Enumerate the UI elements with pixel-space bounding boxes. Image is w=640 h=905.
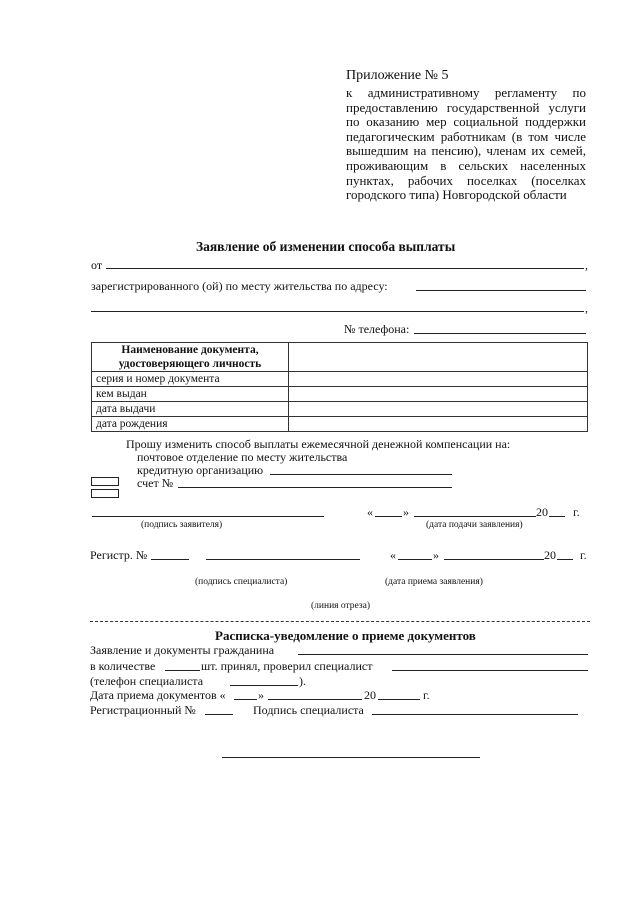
reg-number-label: Регистр. №	[90, 548, 148, 562]
specialist-signature-field[interactable]	[206, 559, 360, 560]
receive-month-field[interactable]	[444, 559, 544, 560]
applicant-signature-caption: (подпись заявителя)	[141, 520, 223, 530]
quantity-field[interactable]	[165, 670, 200, 671]
registered-label: зарегистрированного (ой) по месту жительства по адресу:	[91, 279, 388, 293]
cut-line-caption: (линия отреза)	[311, 601, 371, 611]
year-suffix-2: г.	[580, 548, 587, 562]
id-row-issue-date: дата выдачи	[92, 402, 289, 417]
receive-date-caption: (дата приема заявления)	[385, 577, 483, 587]
comma-2: ,	[585, 301, 588, 315]
account-label: счет №	[137, 476, 174, 490]
receive-day-field[interactable]	[398, 559, 432, 560]
address-field-2[interactable]	[91, 311, 584, 312]
appendix-title: Приложение № 5	[346, 68, 449, 83]
receipt-date-label: Дата приема документов «	[90, 688, 226, 702]
receipt-year-field[interactable]	[378, 699, 420, 700]
footer-line	[222, 757, 480, 758]
receipt-line-1: Заявление и документы гражданина	[90, 643, 275, 657]
id-series-cell[interactable]	[289, 372, 588, 387]
phone-field[interactable]	[414, 333, 586, 334]
receipt-qty-label: в количестве	[90, 659, 156, 673]
submit-year-field[interactable]	[549, 516, 565, 517]
submit-month-field[interactable]	[414, 516, 536, 517]
credit-org-field[interactable]	[270, 474, 452, 475]
phone-label: № телефона:	[344, 322, 410, 336]
quote-close-2: »	[433, 548, 439, 562]
receive-year-field[interactable]	[557, 559, 573, 560]
checkbox-post[interactable]	[91, 477, 119, 486]
receipt-phone-label: (телефон специалиста	[90, 674, 204, 688]
applicant-signature-field[interactable]	[92, 516, 324, 517]
id-row-birth-date: дата рождения	[92, 417, 289, 432]
option-credit-label: кредитную организацию	[137, 463, 264, 477]
address-field-1[interactable]	[416, 290, 586, 291]
year-prefix-2: 20	[544, 548, 556, 562]
citizen-name-field[interactable]	[298, 654, 588, 655]
quote-open-2: «	[390, 548, 396, 562]
id-document-table	[91, 342, 588, 432]
comma-1: ,	[585, 258, 588, 272]
year-prefix-1: 20	[536, 505, 548, 519]
quote-close-1: »	[403, 505, 409, 519]
request-text: Прошу изменить способ выплаты ежемесячной денежной компенсации на:	[126, 437, 511, 451]
id-issued-by-cell[interactable]	[289, 387, 588, 402]
receipt-signature-field[interactable]	[372, 714, 578, 715]
option-post-label: почтовое отделение по месту жительства	[137, 450, 348, 464]
cut-line	[90, 621, 590, 622]
id-table-header: Наименование документа, удостоверяющего личность	[92, 343, 289, 372]
form-title: Заявление об изменении способа выплаты	[196, 239, 456, 254]
submit-date-caption: (дата подачи заявления)	[426, 520, 523, 530]
quote-open-1: «	[367, 505, 373, 519]
from-label: от	[91, 258, 103, 272]
submit-day-field[interactable]	[375, 516, 402, 517]
receipt-day-field[interactable]	[234, 699, 257, 700]
id-doc-name-cell[interactable]	[289, 343, 588, 372]
id-row-issued-by: кем выдан	[92, 387, 289, 402]
receipt-reg-label: Регистрационный №	[90, 703, 196, 717]
receipt-phone-close: ).	[299, 674, 306, 688]
receipt-accepted-label: шт. принял, проверил специалист	[201, 659, 373, 673]
receipt-year-prefix: 20	[364, 688, 376, 702]
receipt-signature-label: Подпись специалиста	[253, 703, 364, 717]
from-field[interactable]	[106, 268, 584, 269]
specialist-signature-caption: (подпись специалиста)	[195, 577, 288, 587]
checkbox-credit[interactable]	[91, 489, 119, 498]
receipt-year-suffix: г.	[423, 688, 430, 702]
specialist-phone-field[interactable]	[230, 685, 298, 686]
appendix-text: к административному регламенту по предоставлению государственной услуги по оказанию мер социальной поддержки педагогическим работникам (в том числе вышедшим на пенсию), членам их семей, проживающим в сельских населенных пунктах, рабочих поселках (поселках городского типа) Новгородской области	[346, 85, 586, 203]
account-field[interactable]	[178, 487, 452, 488]
receipt-reg-field[interactable]	[205, 714, 233, 715]
reg-number-field[interactable]	[151, 559, 189, 560]
receipt-quote-close: »	[258, 688, 264, 702]
receipt-title: Расписка-уведомление о приеме документов	[215, 628, 476, 643]
year-suffix-1: г.	[573, 505, 580, 519]
id-row-series: серия и номер документа	[92, 372, 289, 387]
accepting-specialist-field[interactable]	[392, 670, 588, 671]
id-birth-date-cell[interactable]	[289, 417, 588, 432]
id-issue-date-cell[interactable]	[289, 402, 588, 417]
receipt-month-field[interactable]	[268, 699, 362, 700]
